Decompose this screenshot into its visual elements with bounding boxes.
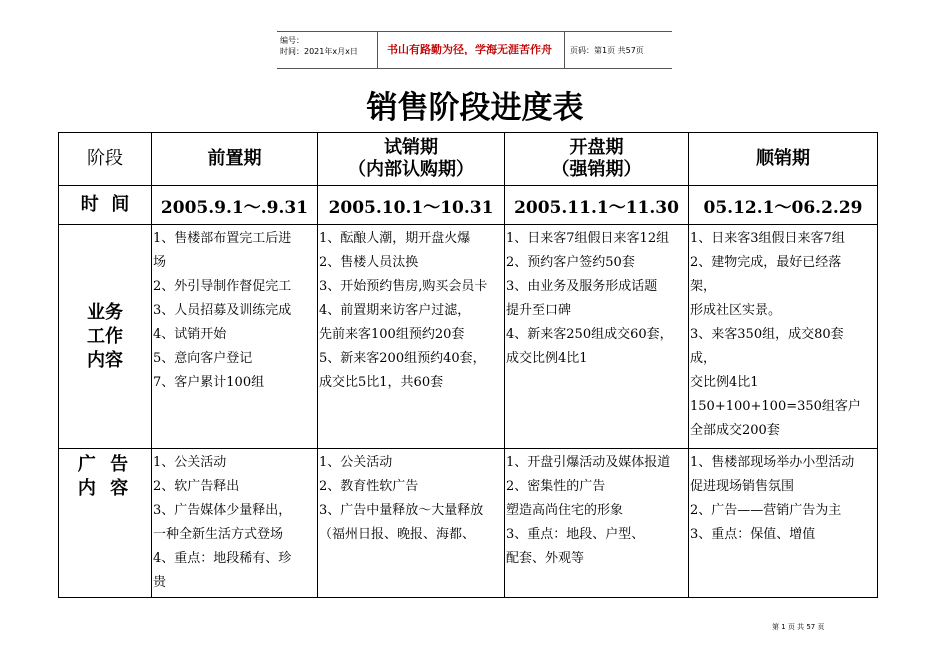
header-cell-stage [59, 133, 151, 185]
content-line: 150+100+100=350组客户 [690, 399, 861, 414]
ad-content-cell [153, 449, 317, 599]
content-line: 3、人员招募及训练完成 [153, 303, 292, 318]
content-line: 成， [690, 351, 717, 366]
content-line: 1、公关活动 [153, 455, 227, 470]
time-row-label: 时 间 [80, 194, 130, 215]
column-title: 试销期 [384, 137, 438, 158]
header-cell-pre-period [152, 133, 317, 185]
content-line: 3、来客350组，成交80套 [690, 327, 844, 342]
content-line: 5、意向客户登记 [153, 351, 253, 366]
header-divider [377, 32, 378, 68]
ad-content-cell [690, 449, 877, 599]
time-value-cell: 2005.11.1～11.30 [514, 197, 679, 218]
stage-header-label: 阶段 [87, 148, 123, 169]
content-line: 4、新来客250组成交60套， [506, 327, 673, 342]
header-divider [564, 32, 565, 68]
content-line: 1、公关活动 [319, 455, 393, 470]
content-line: 贵 [153, 575, 167, 590]
header-cell-smooth-period [689, 133, 877, 185]
content-line: 成交比例4比1 [506, 351, 588, 366]
ad-content-cell [506, 449, 688, 599]
header-cell-trial-period [318, 133, 504, 185]
content-line: 提升至口碑 [506, 303, 572, 318]
content-line: 1、开盘引爆活动及媒体报道 [506, 455, 671, 470]
content-line: 交比例4比1 [690, 375, 759, 390]
content-line: 3、广告中量释放～大量释放 [319, 503, 484, 518]
content-line: 3、广告媒体少量释出， [153, 503, 292, 518]
content-line: 2、教育性软广告 [319, 479, 419, 494]
ad-content-cell [319, 449, 504, 599]
work-content-cell [319, 225, 504, 450]
work-content-cell [690, 225, 877, 450]
column-subtitle: （强销期） [551, 159, 642, 180]
table-rule [877, 132, 878, 598]
column-title: 顺销期 [756, 148, 810, 169]
time-value-cell: 2005.10.1～10.31 [328, 197, 494, 218]
sales-schedule-table [58, 132, 878, 598]
column-title: 开盘期 [569, 137, 624, 158]
content-line: 3、重点：保值、增值 [690, 527, 816, 542]
content-line: 1、日来客3组假日来客7组 [690, 231, 845, 246]
content-line: 成交比5比1，共60套 [319, 375, 444, 390]
content-line: 7、客户累计100组 [153, 375, 265, 390]
content-line: 形成社区实景。 [690, 303, 782, 318]
content-line: 2、售楼人员汰换 [319, 255, 419, 270]
content-line: 2、密集性的广告 [506, 479, 606, 494]
header-cell-opening-period [505, 133, 688, 185]
content-line: 2、预约客户签约50套 [506, 255, 635, 270]
content-line: 5、新来客200组预约40套， [319, 351, 486, 366]
work-content-cell [153, 225, 317, 450]
content-line: 2、外引导制作督促完工 [153, 279, 292, 294]
content-line: 3、重点：地段、户型、 [506, 527, 645, 542]
content-line: 3、由业务及服务形成话题 [506, 279, 658, 294]
content-line: 场 [153, 255, 167, 270]
header-number-label: 编号： [280, 36, 304, 45]
work-content-cell [506, 225, 688, 450]
content-line: 1、酝酿人潮，期开盘火爆 [319, 231, 471, 246]
time-value-cell: 05.12.1～06.2.29 [703, 197, 863, 218]
content-line: 1、日来客7组假日来客12组 [506, 231, 670, 246]
content-line: 促进现场销售氛围 [690, 479, 795, 494]
content-line: 全部成交200套 [690, 423, 780, 438]
header-time-label: 时间：2021年x月x日 [280, 47, 358, 56]
work-row-label: 业务 工作 内容 [87, 301, 123, 371]
column-title: 前置期 [207, 148, 262, 169]
content-line: 架， [690, 279, 717, 294]
ad-row-label: 广 告 内 容 [77, 454, 133, 499]
header-page-info: 页码：第1页 共57页 [570, 46, 644, 55]
document-header [277, 31, 672, 69]
header-top-rule [277, 31, 672, 32]
content-line: 1、售楼部布置完工后进 [153, 231, 292, 246]
content-line: 2、建物完成，最好已经落 [690, 255, 842, 270]
content-line: 塑造高尚住宅的形象 [506, 503, 624, 518]
content-line: 2、软广告释出 [153, 479, 240, 494]
column-subtitle: （内部认购期） [348, 159, 474, 180]
page-footer: 第 1 页 共 57 页 [772, 623, 825, 631]
content-line: 2、广告——营销广告为主 [690, 503, 842, 518]
content-line: 先前来客100组预约20套 [319, 327, 465, 342]
content-line: 4、试销开始 [153, 327, 227, 342]
header-bottom-rule [277, 68, 672, 69]
content-line: （福州日报、晚报、海都、 [319, 527, 476, 542]
time-value-cell: 2005.9.1～.9.31 [160, 197, 309, 218]
page-title: 销售阶段进度表 [366, 90, 584, 126]
content-line: 4、重点：地段稀有、珍 [153, 551, 292, 566]
content-line: 1、售楼部现场举办小型活动 [690, 455, 855, 470]
content-line: 3、开始预约售房,购买会员卡 [319, 279, 488, 294]
header-motto: 书山有路勤为径，学海无涯苦作舟 [387, 44, 552, 55]
content-line: 4、前置期来访客户过滤， [319, 303, 471, 318]
content-line: 一种全新生活方式登场 [153, 527, 284, 542]
content-line: 配套、外观等 [506, 551, 585, 566]
